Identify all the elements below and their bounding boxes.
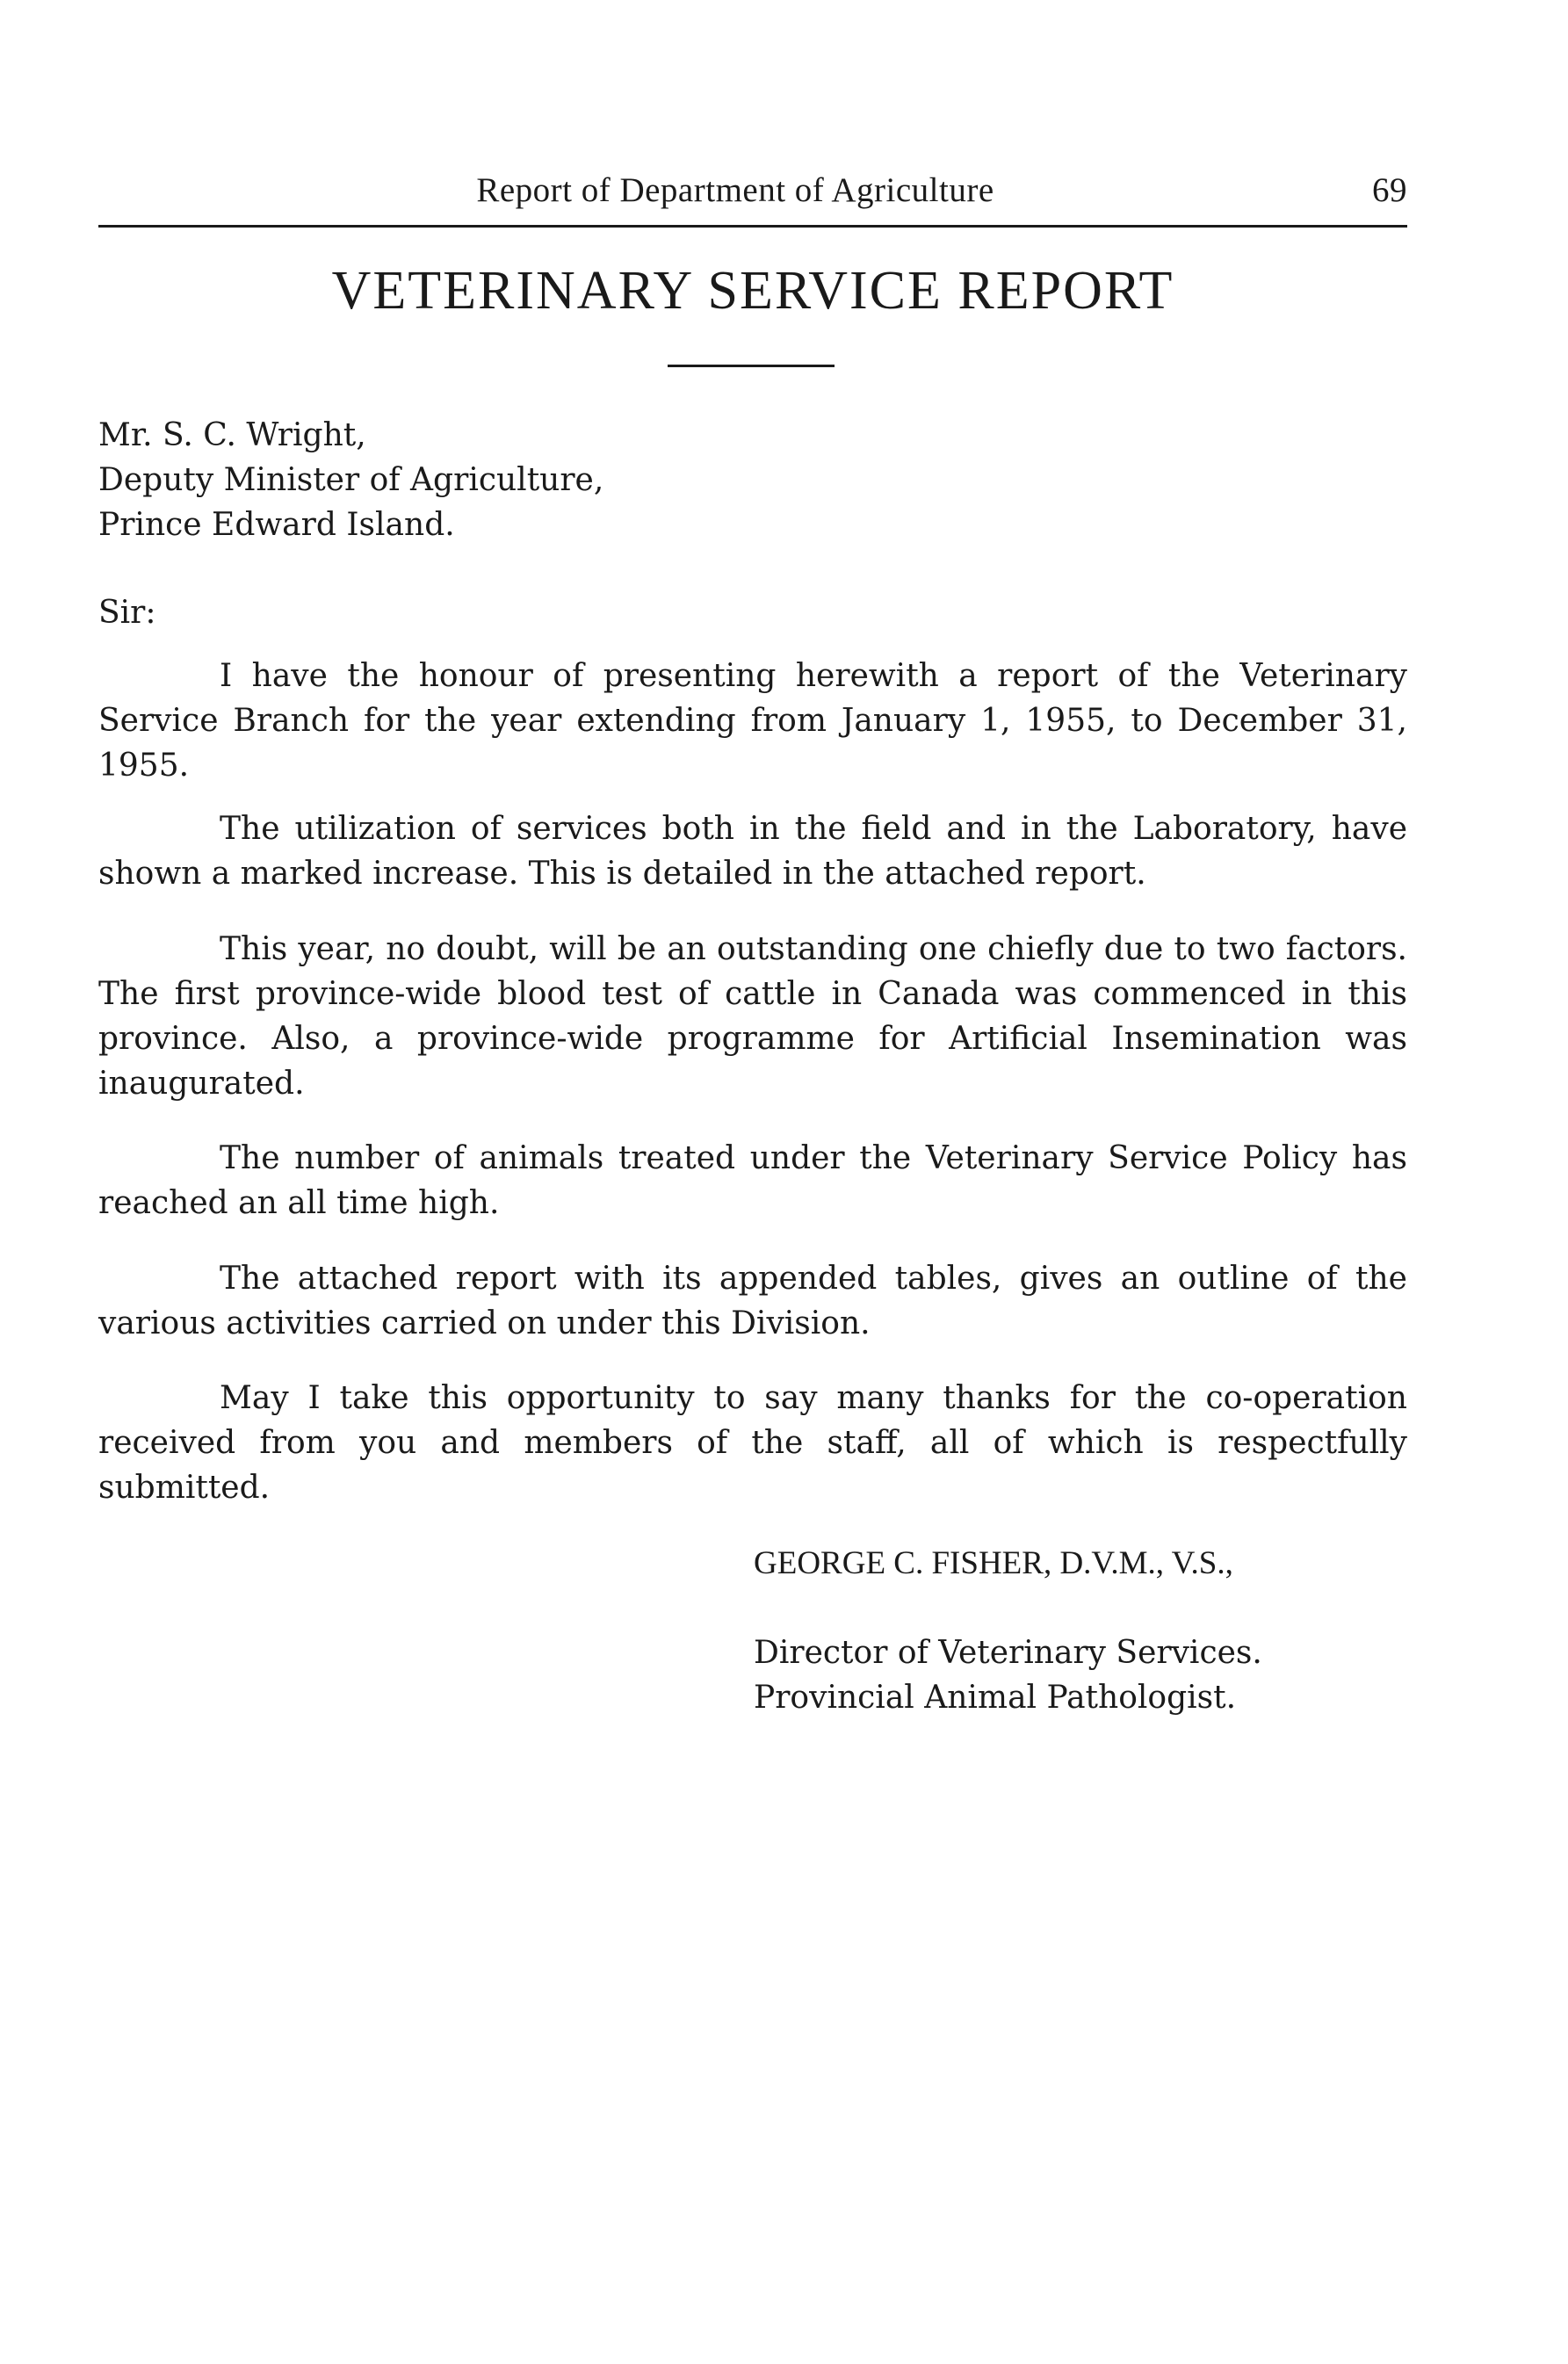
salutation: Sir: — [98, 595, 156, 631]
paragraph-3: This year, no doubt, will be an outstanding one chiefly due to two factors. The first province-wide blood test of cattle in Canada was commenced in this province. Also, a province-wide programme for Artificial Insemination was inaugurated. — [98, 931, 1407, 1102]
report-title: VETERINARY SERVICE REPORT — [331, 261, 1174, 321]
title-rule — [668, 365, 835, 367]
addressee-name: Mr. S. C. Wright, — [98, 417, 366, 453]
signature-name: GEORGE C. FISHER, D.V.M., V.S., — [754, 1545, 1233, 1581]
running-head — [98, 167, 1407, 216]
running-head-title: Report of Department of Agriculture — [476, 171, 994, 209]
paragraph-6: May I take this opportunity to say many thanks for the co-operation received from you and members of the staff, all of which is respectfully submitted. — [98, 1380, 1407, 1506]
page-number: 69 — [1372, 171, 1407, 209]
addressee-location: Prince Edward Island. — [98, 507, 455, 543]
signature-title-director: Director of Veterinary Services. — [754, 1635, 1262, 1671]
paragraph-4: The number of animals treated under the Veterinary Service Policy has reached an all time high. — [98, 1140, 1407, 1221]
addressee-block — [98, 413, 1407, 547]
paragraph-1: I have the honour of presenting herewith a report of the Veterinary Service Branch for the year extending from January 1, 1955, to December 31, 1955. — [98, 658, 1407, 784]
header-rule — [98, 225, 1407, 228]
signature-title-pathologist: Provincial Animal Pathologist. — [754, 1680, 1237, 1716]
paragraph-5: The attached report with its appended tables, gives an outline of the various activities carried on under this Division. — [98, 1261, 1407, 1341]
signature-titles — [754, 1630, 1262, 1720]
addressee-position: Deputy Minister of Agriculture, — [98, 462, 604, 498]
paragraph-2: The utilization of services both in the field and in the Laboratory, have shown a marked increase. This is detailed in the attached report. — [98, 811, 1407, 892]
